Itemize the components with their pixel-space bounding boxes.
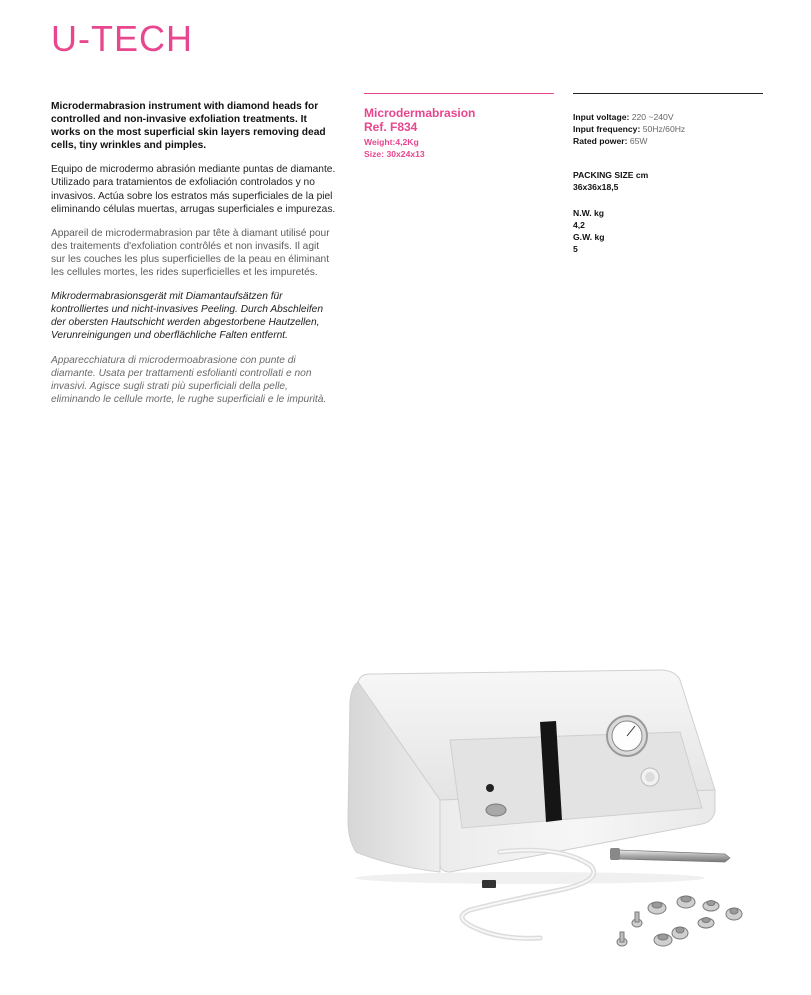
description-fr: Appareil de microdermabrasion par tête à diamant utilisé pour des traitements d'exfoliation contrôlés et non invasifs. Il agit sur les couches les plus superficielles de la peau en éliminant les cellules mortes, les rides superficielles et les impuretés.: [51, 227, 330, 279]
product-info: [364, 106, 559, 160]
spec-rated-power: Rated power: 65W: [573, 136, 648, 146]
spec-input-voltage: Input voltage: 220 ~240V: [573, 112, 674, 122]
nw-value: 4,2: [573, 220, 585, 230]
product-photo: [330, 640, 790, 970]
power-indicator: [486, 784, 494, 792]
handpiece: [618, 850, 730, 862]
description-en: Microdermabrasion instrument with diamond heads for controlled and non-invasive exfoliation treatments. It works on the most superficial skin layers removing dead cells, tiny wrinkles and pimples.: [51, 101, 326, 152]
description-it: Apparecchiatura di microdermoabrasione con punte di diamante. Usata per trattamenti esfolianti controllati e non invasivi. Agisce sugli strati più superficiali della pelle, eliminando le cellule morte, le rughe superficiali e le impurità.: [51, 354, 327, 405]
spec-input-frequency: Input frequency: 50Hz/60Hz: [573, 124, 686, 134]
packing-title: PACKING SIZE cm: [573, 170, 649, 180]
technical-specs: [573, 111, 763, 255]
nw-label: N.W. kg: [573, 208, 605, 218]
divider-right: [573, 93, 763, 94]
product-weight: Weight:4,2Kg: [364, 137, 419, 147]
gw-value: 5: [573, 244, 578, 254]
diamond-tips: [617, 896, 742, 946]
description-es: Equipo de microdermo abrasión mediante puntas de diamante. Utilizado para tratamientos de exfoliación controlados y no invasivos. Actúa sobre los estratos más superficiales de la piel eliminando células muertas, arrugas superficiales e impurezas.: [51, 164, 336, 215]
product-size: Size: 30x24x13: [364, 148, 425, 159]
product-name: Microdermabrasion: [364, 106, 476, 120]
divider-mid: [364, 93, 554, 94]
description-column: [51, 100, 336, 417]
gw-label: G.W. kg: [573, 232, 605, 242]
packing-size: 36x36x18,5: [573, 182, 619, 192]
product-ref: Ref. F834: [364, 120, 418, 134]
brand-title: U-TECH: [51, 18, 193, 59]
power-button: [486, 804, 506, 816]
description-de: Mikrodermabrasionsgerät mit Diamantaufsätzen für kontrolliertes und nicht-invasives Peeling. Durch Abschleifen der obersten Hautschicht werden abgestorbene Hautzellen, Verunreinigungen und oberflächliche Falten entfernt.: [51, 291, 323, 342]
